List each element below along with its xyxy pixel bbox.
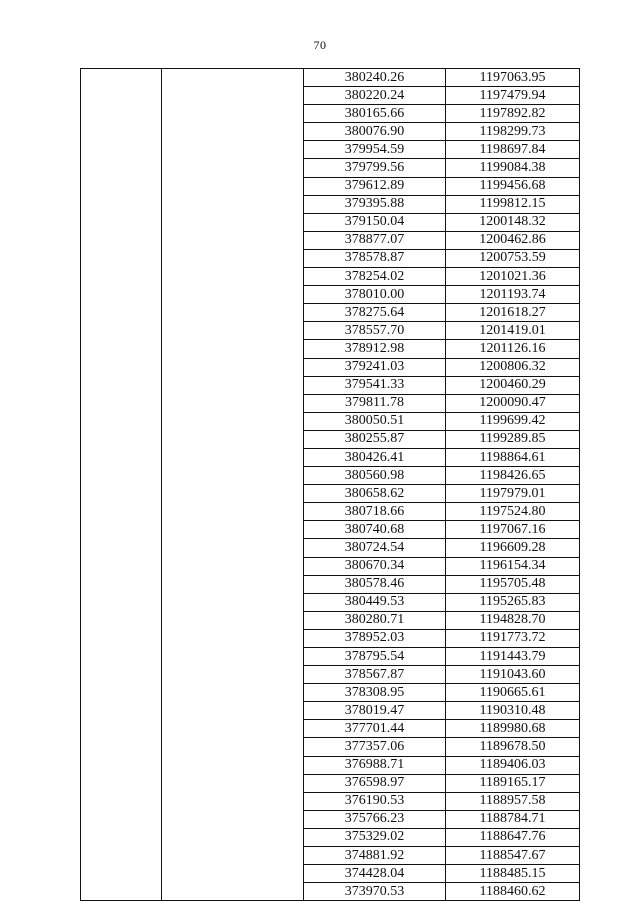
coordinate-y-cell: 1201126.16 (446, 340, 580, 358)
coordinate-x-cell: 378275.64 (304, 304, 446, 322)
table-row (81, 69, 580, 87)
coordinate-x-cell: 380670.34 (304, 557, 446, 575)
coordinate-x-cell: 378010.00 (304, 286, 446, 304)
coordinate-x-cell: 380718.66 (304, 503, 446, 521)
coordinate-x-cell: 380578.46 (304, 575, 446, 593)
coordinate-y-cell: 1200148.32 (446, 213, 580, 231)
coordinate-y-cell: 1188460.62 (446, 883, 580, 901)
coordinates-table (80, 68, 580, 901)
coordinate-x-cell: 376598.97 (304, 774, 446, 792)
coordinate-x-cell: 380240.26 (304, 69, 446, 87)
coordinate-x-cell: 378952.03 (304, 629, 446, 647)
coordinate-y-cell: 1198426.65 (446, 467, 580, 485)
coordinate-x-cell: 374428.04 (304, 865, 446, 883)
coordinate-x-cell: 377357.06 (304, 738, 446, 756)
coordinate-x-cell: 378557.70 (304, 322, 446, 340)
coordinate-y-cell: 1201618.27 (446, 304, 580, 322)
coordinate-y-cell: 1188957.58 (446, 792, 580, 810)
coordinate-y-cell: 1198864.61 (446, 448, 580, 466)
coordinate-y-cell: 1191443.79 (446, 648, 580, 666)
coordinate-y-cell: 1200460.29 (446, 376, 580, 394)
coordinate-x-cell: 379612.89 (304, 177, 446, 195)
coordinate-y-cell: 1197067.16 (446, 521, 580, 539)
empty-cell-col-1 (81, 69, 162, 901)
coordinate-x-cell: 375329.02 (304, 828, 446, 846)
coordinate-y-cell: 1195705.48 (446, 575, 580, 593)
coordinate-x-cell: 380280.71 (304, 611, 446, 629)
coordinate-x-cell: 378912.98 (304, 340, 446, 358)
coordinate-y-cell: 1197479.94 (446, 87, 580, 105)
coordinate-y-cell: 1201021.36 (446, 268, 580, 286)
coordinate-x-cell: 379241.03 (304, 358, 446, 376)
coordinate-y-cell: 1190310.48 (446, 702, 580, 720)
coordinate-x-cell: 376988.71 (304, 756, 446, 774)
coordinate-y-cell: 1200753.59 (446, 249, 580, 267)
coordinate-y-cell: 1189678.50 (446, 738, 580, 756)
coordinate-y-cell: 1197524.80 (446, 503, 580, 521)
coordinate-y-cell: 1199456.68 (446, 177, 580, 195)
coordinate-y-cell: 1200462.86 (446, 231, 580, 249)
coordinate-y-cell: 1189406.03 (446, 756, 580, 774)
coordinates-table-body (81, 69, 580, 901)
coordinate-x-cell: 380050.51 (304, 412, 446, 430)
coordinate-y-cell: 1190665.61 (446, 684, 580, 702)
coordinate-x-cell: 380076.90 (304, 123, 446, 141)
coordinate-y-cell: 1198697.84 (446, 141, 580, 159)
coordinate-x-cell: 379799.56 (304, 159, 446, 177)
coordinate-x-cell: 377701.44 (304, 720, 446, 738)
coordinate-x-cell: 380658.62 (304, 485, 446, 503)
coordinate-x-cell: 373970.53 (304, 883, 446, 901)
coordinate-x-cell: 375766.23 (304, 810, 446, 828)
coordinate-x-cell: 380449.53 (304, 593, 446, 611)
coordinate-x-cell: 376190.53 (304, 792, 446, 810)
coordinate-y-cell: 1199699.42 (446, 412, 580, 430)
coordinate-x-cell: 378567.87 (304, 666, 446, 684)
coordinate-y-cell: 1201419.01 (446, 322, 580, 340)
coordinate-y-cell: 1199812.15 (446, 195, 580, 213)
coordinate-y-cell: 1200090.47 (446, 394, 580, 412)
coordinate-y-cell: 1199084.38 (446, 159, 580, 177)
coordinate-y-cell: 1191043.60 (446, 666, 580, 684)
coordinate-x-cell: 380426.41 (304, 448, 446, 466)
coordinate-y-cell: 1200806.32 (446, 358, 580, 376)
coordinate-y-cell: 1196609.28 (446, 539, 580, 557)
coordinate-y-cell: 1189165.17 (446, 774, 580, 792)
coordinate-x-cell: 379811.78 (304, 394, 446, 412)
coordinate-x-cell: 380740.68 (304, 521, 446, 539)
page-number: 70 (313, 38, 327, 52)
coordinate-y-cell: 1188485.15 (446, 865, 580, 883)
coordinate-y-cell: 1189980.68 (446, 720, 580, 738)
coordinate-x-cell: 380165.66 (304, 105, 446, 123)
coordinate-y-cell: 1199289.85 (446, 430, 580, 448)
coordinate-y-cell: 1188784.71 (446, 810, 580, 828)
coordinate-x-cell: 378308.95 (304, 684, 446, 702)
coordinate-x-cell: 378578.87 (304, 249, 446, 267)
coordinate-x-cell: 378795.54 (304, 648, 446, 666)
coordinate-x-cell: 379541.33 (304, 376, 446, 394)
coordinate-y-cell: 1191773.72 (446, 629, 580, 647)
coordinate-y-cell: 1197063.95 (446, 69, 580, 87)
coordinate-x-cell: 379150.04 (304, 213, 446, 231)
coordinate-x-cell: 379395.88 (304, 195, 446, 213)
coordinate-y-cell: 1201193.74 (446, 286, 580, 304)
coordinate-x-cell: 380220.24 (304, 87, 446, 105)
coordinate-x-cell: 380560.98 (304, 467, 446, 485)
coordinate-y-cell: 1195265.83 (446, 593, 580, 611)
coordinate-y-cell: 1196154.34 (446, 557, 580, 575)
coordinate-y-cell: 1197892.82 (446, 105, 580, 123)
coordinate-y-cell: 1188547.67 (446, 847, 580, 865)
coordinate-y-cell: 1194828.70 (446, 611, 580, 629)
coordinate-x-cell: 378254.02 (304, 268, 446, 286)
coordinate-x-cell: 379954.59 (304, 141, 446, 159)
coordinate-x-cell: 378019.47 (304, 702, 446, 720)
coordinate-x-cell: 374881.92 (304, 847, 446, 865)
coordinate-y-cell: 1188647.76 (446, 828, 580, 846)
coordinate-x-cell: 378877.07 (304, 231, 446, 249)
empty-cell-col-2 (162, 69, 304, 901)
coordinate-y-cell: 1198299.73 (446, 123, 580, 141)
coordinate-x-cell: 380255.87 (304, 430, 446, 448)
coordinate-x-cell: 380724.54 (304, 539, 446, 557)
coordinate-y-cell: 1197979.01 (446, 485, 580, 503)
